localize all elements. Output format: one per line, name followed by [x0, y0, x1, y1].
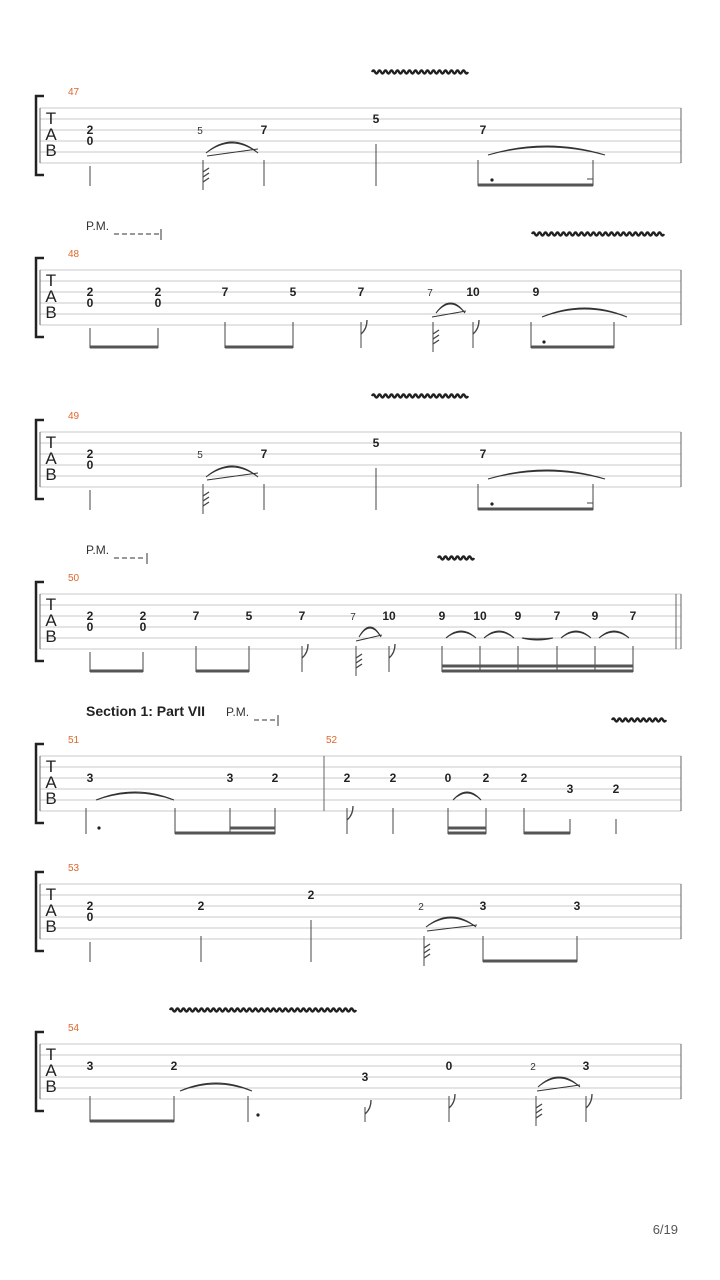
vibrato-mark [170, 1009, 356, 1012]
measure-number: 48 [68, 249, 80, 260]
grace-flag [424, 949, 430, 953]
tab-clef-letter: T [45, 757, 57, 776]
tab-clef-letter: A [45, 901, 57, 920]
tab-clef-letter: A [45, 611, 57, 630]
tab-clef-letter: B [45, 917, 57, 936]
fret-number: 7 [260, 447, 268, 461]
tie-arc [180, 1083, 252, 1091]
fret-number: 7 [479, 447, 487, 461]
tab-clef-letter: T [45, 109, 57, 128]
tab-clef-letter: T [45, 1045, 57, 1064]
fret-number: 3 [86, 771, 94, 785]
note-flag [473, 320, 479, 334]
fret-number: 9 [514, 609, 522, 623]
grace-flag [424, 944, 430, 948]
fret-number: 10 [382, 609, 396, 623]
fret-number: 9 [438, 609, 446, 623]
tie-arc [206, 466, 258, 477]
grace-flag [424, 954, 430, 958]
grace-flag [433, 340, 439, 344]
fret-number: 7 [221, 285, 229, 299]
tie-arc [561, 631, 591, 638]
rhythm-dot [97, 826, 100, 829]
fret-number: 0 [444, 771, 452, 785]
grace-flag [356, 659, 362, 663]
fret-number: 2 [343, 771, 351, 785]
rhythm-dot [490, 502, 493, 505]
tie-arc [484, 631, 514, 638]
tie-arc [542, 308, 627, 317]
note-flag [389, 644, 395, 658]
rhythm-dot [490, 178, 493, 181]
tie-arc [488, 470, 605, 479]
fret-number: 7 [192, 609, 200, 623]
section-heading: Section 1: Part VII [86, 703, 206, 719]
fret-number: 0 [154, 296, 162, 310]
grace-fret-number: 7 [350, 612, 356, 623]
fret-number: 3 [361, 1070, 369, 1084]
note-flag [449, 1094, 455, 1108]
fret-number: 2 [139, 609, 147, 623]
fret-number: 5 [289, 285, 297, 299]
grace-flag [203, 168, 209, 172]
grace-flag [536, 1109, 542, 1113]
measure-number: 52 [326, 735, 338, 746]
fret-number: 7 [479, 123, 487, 137]
grace-flag [356, 664, 362, 668]
grace-fret-number: 5 [197, 126, 203, 137]
grace-flag [536, 1104, 542, 1108]
tie-arc [599, 631, 629, 638]
fret-number: 7 [553, 609, 561, 623]
note-flag [586, 1094, 592, 1108]
fret-number: 3 [582, 1059, 590, 1073]
fret-number: 2 [154, 285, 162, 299]
fret-number: 3 [226, 771, 234, 785]
rhythm-dot [542, 340, 545, 343]
fret-number: 2 [86, 609, 94, 623]
fret-number: 7 [298, 609, 306, 623]
fret-number: 0 [139, 620, 147, 634]
tab-staff [36, 96, 681, 175]
tab-staff [36, 582, 681, 661]
tab-clef-letter: B [45, 465, 57, 484]
fret-number: 0 [86, 296, 94, 310]
fret-number: 0 [86, 458, 94, 472]
tab-clef-letter: B [45, 141, 57, 160]
fret-number: 0 [445, 1059, 453, 1073]
tie-arc [453, 792, 481, 800]
fret-number: 3 [479, 899, 487, 913]
fret-number: 7 [357, 285, 365, 299]
vibrato-mark [372, 395, 468, 398]
tab-clef-letter: A [45, 773, 57, 792]
fret-number: 2 [170, 1059, 178, 1073]
fret-number: 3 [86, 1059, 94, 1073]
fret-number: 0 [86, 620, 94, 634]
fret-number: 2 [86, 285, 94, 299]
grace-fret-number: 2 [418, 902, 424, 913]
grace-fret-number: 5 [197, 450, 203, 461]
vibrato-mark [612, 719, 666, 722]
tab-clef-letter: T [45, 271, 57, 290]
fret-number: 5 [372, 112, 380, 126]
fret-number: 5 [372, 436, 380, 450]
fret-number: 7 [629, 609, 637, 623]
grace-flag [433, 335, 439, 339]
fret-number: 2 [307, 888, 315, 902]
measure-number: 50 [68, 573, 80, 584]
grace-fret-number: 7 [427, 288, 433, 299]
fret-number: 0 [86, 134, 94, 148]
vibrato-mark [438, 557, 474, 560]
fret-number: 2 [612, 782, 620, 796]
tie-arc [206, 142, 258, 153]
tab-clef-letter: T [45, 433, 57, 452]
grace-flag [203, 173, 209, 177]
grace-flag [203, 492, 209, 496]
grace-flag [433, 330, 439, 334]
tab-clef-letter: B [45, 627, 57, 646]
note-flag [302, 644, 308, 658]
tab-clef-letter: B [45, 789, 57, 808]
measure-number: 53 [68, 863, 80, 874]
fret-number: 3 [573, 899, 581, 913]
fret-number: 2 [271, 771, 279, 785]
vibrato-mark [532, 233, 664, 236]
fret-number: 2 [520, 771, 528, 785]
measure-number: 51 [68, 735, 80, 746]
fret-number: 2 [389, 771, 397, 785]
fret-number: 2 [86, 899, 94, 913]
palm-mute-label: P.M. [86, 543, 110, 557]
grace-flag [356, 654, 362, 658]
tab-staff [36, 744, 681, 823]
fret-number: 7 [260, 123, 268, 137]
tab-staff [36, 420, 681, 499]
page-number: 6/19 [652, 1222, 678, 1237]
fret-number: 2 [197, 899, 205, 913]
fret-number: 0 [86, 910, 94, 924]
vibrato-mark [372, 71, 468, 74]
tab-clef-letter: A [45, 449, 57, 468]
tab-clef-letter: T [45, 885, 57, 904]
tie-arc [426, 917, 476, 927]
measure-number: 54 [68, 1023, 80, 1034]
palm-mute-label: P.M. [226, 705, 250, 719]
fret-number: 5 [245, 609, 253, 623]
fret-number: 3 [566, 782, 574, 796]
tie-arc [446, 631, 476, 638]
palm-mute-label: P.M. [86, 219, 110, 233]
tab-clef-letter: A [45, 125, 57, 144]
grace-flag [203, 502, 209, 506]
grace-flag [203, 497, 209, 501]
note-flag [347, 806, 353, 820]
grace-flag [203, 178, 209, 182]
fret-number: 10 [473, 609, 487, 623]
fret-number: 2 [482, 771, 490, 785]
grace-flag [536, 1114, 542, 1118]
grace-fret-number: 2 [530, 1062, 536, 1073]
tab-clef-letter: B [45, 303, 57, 322]
tie-arc [488, 146, 605, 155]
note-flag [361, 320, 367, 334]
measure-number: 47 [68, 87, 80, 98]
measure-number: 49 [68, 411, 80, 422]
tie-arc [96, 792, 174, 800]
tab-clef-letter: A [45, 1061, 57, 1080]
tab-staff [36, 872, 681, 951]
note-flag [365, 1100, 371, 1114]
fret-number: 9 [532, 285, 540, 299]
tab-clef-letter: T [45, 595, 57, 614]
fret-number: 2 [86, 123, 94, 137]
tab-clef-letter: B [45, 1077, 57, 1096]
rhythm-dot [256, 1113, 259, 1116]
fret-number: 10 [466, 285, 480, 299]
tab-clef-letter: A [45, 287, 57, 306]
fret-number: 2 [86, 447, 94, 461]
fret-number: 9 [591, 609, 599, 623]
